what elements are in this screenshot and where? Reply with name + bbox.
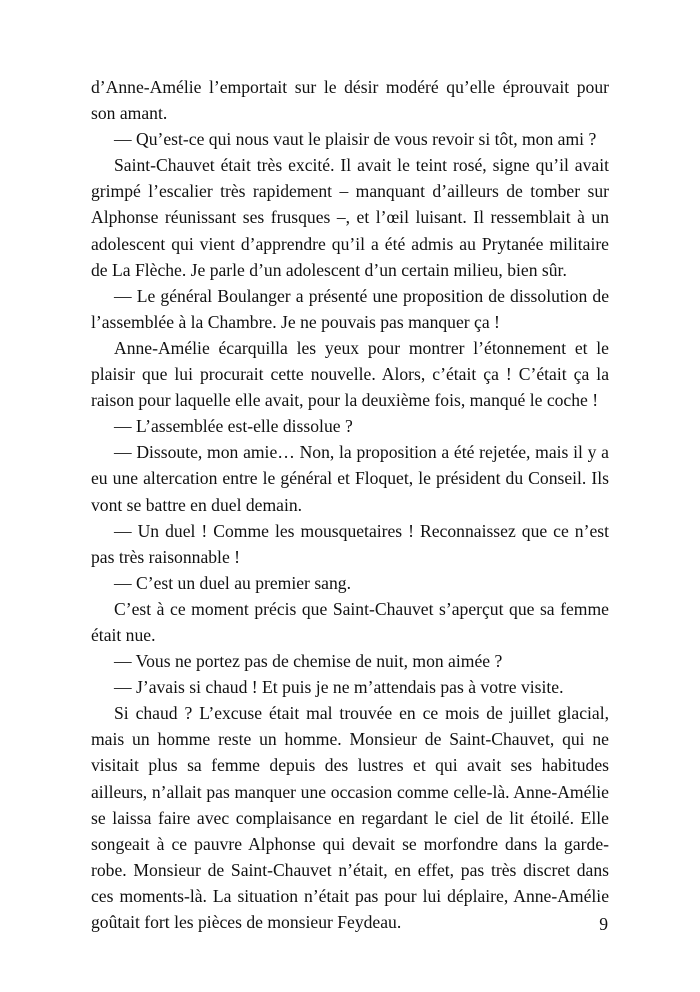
paragraph: — Vous ne portez pas de chemise de nuit, mon aimée ? (114, 651, 503, 672)
paragraph: — Un duel ! Comme les mousquetaires ! Reconnaissez que ce n’est pas très raisonnable ! (91, 520, 609, 567)
page-number: 9 (599, 914, 608, 934)
paragraph: Saint-Chauvet était très excité. Il avait le teint rosé, signe qu’il avait grimpé l’escalier très rapidement – manquant d’ailleurs de tomber sur Alphonse réunissant ses frusques –, et l’œil luisant. Il ressemblait à un adolescent qui vient d’apprendre qu’il a été admis au Prytanée militaire de La Flèche. Je parle d’un adolescent d’un certain milieu, bien sûr. (91, 155, 609, 280)
paragraph: — Le général Boulanger a présenté une proposition de dissolution de l’assemblée à la Chambre. Je ne pouvais pas manquer ça ! (91, 285, 609, 332)
paragraph: — L’assemblée est-elle dissolue ? (114, 416, 353, 437)
paragraph: — Dissoute, mon amie… Non, la proposition a été rejetée, mais il y a eu une altercation entre le général et Floquet, le président du Conseil. Ils vont se battre en duel demain. (91, 442, 609, 515)
paragraph: Si chaud ? L’excuse était mal trouvée en ce mois de juillet glacial, mais un homme reste un homme. Monsieur de Saint-Chauvet, qui ne visitait plus sa femme depuis des lustres et qui avait ses habitudes ailleurs, n’allait pas manquer une occasion comme celle-là. Anne-Amélie se laissa faire avec complaisance en regardant le ciel de lit étoilé. Elle songeait à ce pauvre Alphonse qui devait se morfondre dans la garde-robe. Monsieur de Saint-Chauvet n’était, en effet, pas très discret dans ces moments-là. La situation n’était pas pour lui déplaire, Anne-Amélie goûtait fort les pièces de monsieur Feydeau. (91, 703, 609, 932)
page-body (91, 74, 609, 935)
paragraph: — J’avais si chaud ! Et puis je ne m’attendais pas à votre visite. (114, 677, 564, 698)
paragraph: — Qu’est-ce qui nous vaut le plaisir de vous revoir si tôt, mon ami ? (114, 129, 597, 150)
paragraph: d’Anne-Amélie l’emportait sur le désir modéré qu’elle éprouvait pour son amant. (91, 77, 609, 124)
paragraph: — C’est un duel au premier sang. (114, 572, 351, 593)
paragraph: Anne-Amélie écarquilla les yeux pour montrer l’étonnement et le plaisir que lui procurait cette nouvelle. Alors, c’était ça ! C’était ça la raison pour laquelle elle avait, pour la deuxième fois, manqué le coche ! (91, 337, 609, 411)
paragraph: C’est à ce moment précis que Saint-Chauvet s’aperçut que sa femme était nue. (91, 598, 609, 645)
